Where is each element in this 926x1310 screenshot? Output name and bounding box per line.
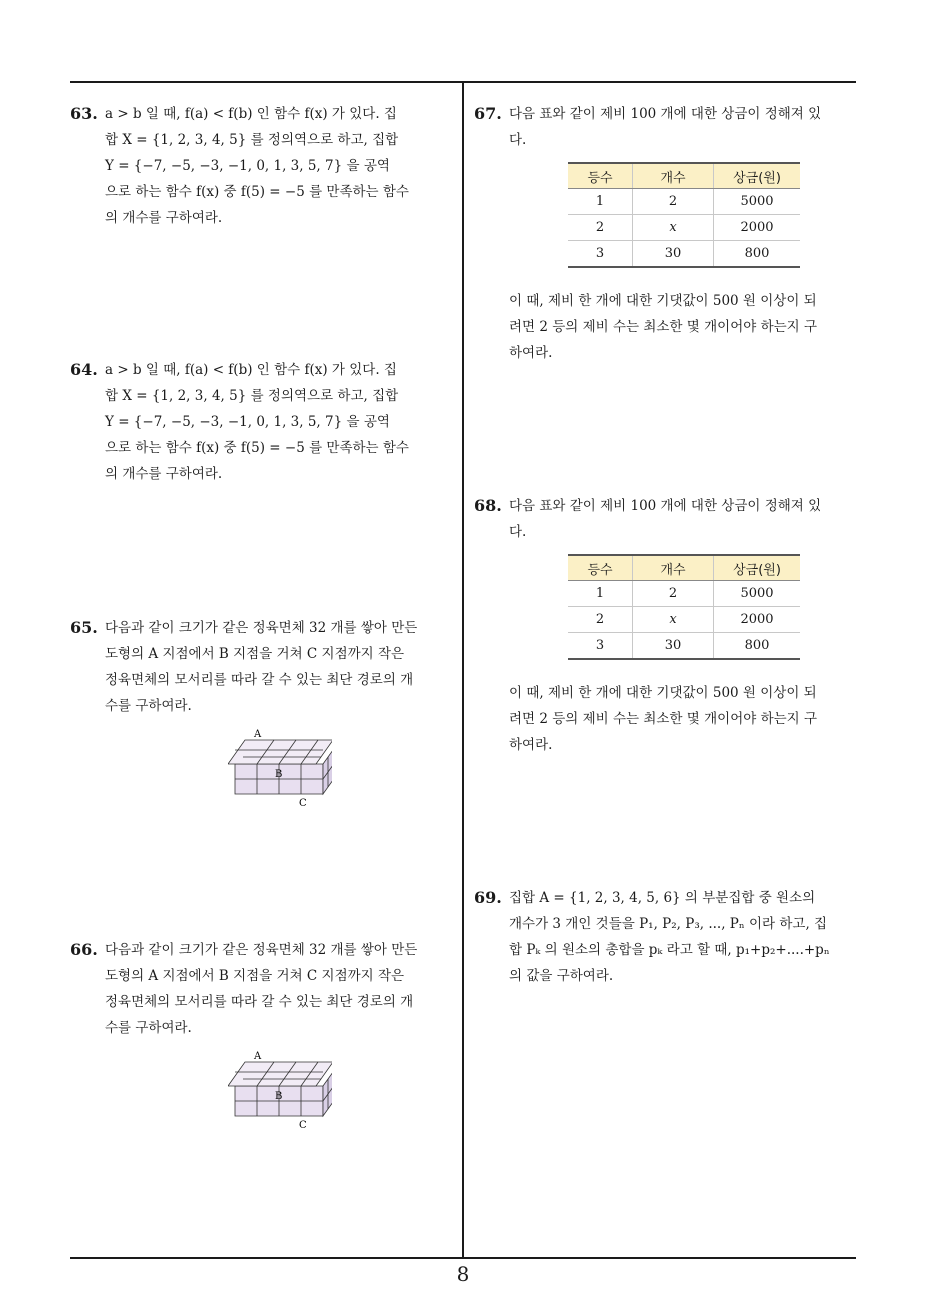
problem-text (105, 937, 456, 1041)
text-line: a > b 일 때, f(a) < f(b) 인 함수 f(x) 가 있다. 집 (105, 106, 397, 122)
text-line: 수를 구하여라. (105, 698, 192, 714)
text-line: a > b 일 때, f(a) < f(b) 인 함수 f(x) 가 있다. 집 (105, 362, 397, 378)
problem-67 (474, 101, 860, 153)
table-cell: 30 (633, 241, 714, 268)
table-cell: 5000 (714, 189, 801, 215)
problem-text (105, 101, 456, 231)
text-line: 으로 하는 함수 f(x) 중 f(5) = −5 를 만족하는 함수 (105, 184, 409, 200)
text-line: 다. (509, 132, 527, 148)
prize-table (568, 554, 800, 660)
problem-69 (474, 885, 860, 989)
table-cell: 1 (568, 189, 633, 215)
problem-number: 69. (474, 888, 502, 907)
table-cell: 2 (568, 607, 633, 633)
text-line: 려면 2 등의 제비 수는 최소한 몇 개이어야 하는지 구 (509, 319, 818, 335)
problem-number: 65. (70, 618, 98, 637)
problem-68 (474, 493, 860, 545)
table-cell: x (633, 607, 714, 633)
table-row (568, 189, 800, 215)
text-line: 이 때, 제비 한 개에 대한 기댓값이 500 원 이상이 되 (509, 685, 817, 701)
table-header: 등수 (568, 555, 633, 581)
table-header: 개수 (633, 163, 714, 189)
problem-65 (70, 615, 456, 719)
table-cell: 800 (714, 633, 801, 660)
figure-label-a: A (254, 1051, 262, 1062)
problem-text (509, 493, 860, 545)
text-line: 의 개수를 구하여라. (105, 466, 223, 482)
table-cell: 2000 (714, 215, 801, 241)
text-line: 합 X = {1, 2, 3, 4, 5} 를 정의역으로 하고, 집합 (105, 132, 399, 148)
problem-63 (70, 101, 456, 231)
text-line: 려면 2 등의 제비 수는 최소한 몇 개이어야 하는지 구 (509, 711, 818, 727)
problem-68-followup (474, 680, 860, 758)
table-cell: 2000 (714, 607, 801, 633)
text-line: 이 때, 제비 한 개에 대한 기댓값이 500 원 이상이 되 (509, 293, 817, 309)
table-cell: 5000 (714, 581, 801, 607)
text-line: 합 X = {1, 2, 3, 4, 5} 를 정의역으로 하고, 집합 (105, 388, 399, 404)
cube-stack-figure (228, 726, 332, 808)
problem-text (105, 357, 456, 487)
table-cell: 800 (714, 241, 801, 268)
text-line: Y = {−7, −5, −3, −1, 0, 1, 3, 5, 7} 을 공역 (105, 158, 390, 174)
table-row (568, 581, 800, 607)
text-line: 다음 표와 같이 제비 100 개에 대한 상금이 정해져 있 (509, 106, 822, 122)
problem-number: 68. (474, 496, 502, 515)
text-line: Y = {−7, −5, −3, −1, 0, 1, 3, 5, 7} 을 공역 (105, 414, 390, 430)
text-line: 개수가 3 개인 것들을 P₁, P₂, P₃, ..., Pₙ 이라 하고, 집 (509, 916, 828, 932)
problem-64 (70, 357, 456, 487)
table-cell: 1 (568, 581, 633, 607)
table-cell: 2 (568, 215, 633, 241)
table-header: 등수 (568, 163, 633, 189)
text-line: 으로 하는 함수 f(x) 중 f(5) = −5 를 만족하는 함수 (105, 440, 409, 456)
table-header: 상금(원) (714, 163, 801, 189)
text-line: 다음과 같이 크기가 같은 정육면체 32 개를 쌓아 만든 (105, 620, 418, 636)
figure-label-b: B (275, 769, 283, 780)
text-line: 다. (509, 524, 527, 540)
table-row (568, 633, 800, 660)
figure-label-c: C (299, 798, 307, 808)
table-header-row (568, 163, 800, 189)
figure-label-c: C (299, 1120, 307, 1130)
table-cell: 3 (568, 241, 633, 268)
table-header: 상금(원) (714, 555, 801, 581)
text-line: 도형의 A 지점에서 B 지점을 거쳐 C 지점까지 작은 (105, 968, 405, 984)
table-cell: 3 (568, 633, 633, 660)
table-row (568, 607, 800, 633)
problem-number: 63. (70, 104, 98, 123)
problem-text (509, 680, 860, 758)
problem-text (105, 615, 456, 719)
text-line: 다음과 같이 크기가 같은 정육면체 32 개를 쌓아 만든 (105, 942, 418, 958)
problem-text (509, 101, 860, 153)
table-cell: 2 (633, 189, 714, 215)
table-header-row (568, 555, 800, 581)
text-line: 집합 A = {1, 2, 3, 4, 5, 6} 의 부분집합 중 원소의 (509, 890, 816, 906)
bottom-rule (70, 1257, 856, 1259)
table-header: 개수 (633, 555, 714, 581)
text-line: 수를 구하여라. (105, 1020, 192, 1036)
cube-stack-figure (228, 1048, 332, 1130)
column-divider (462, 83, 464, 1259)
problem-text (509, 288, 860, 366)
problem-66 (70, 937, 456, 1041)
problem-number: 64. (70, 360, 98, 379)
table-row (568, 215, 800, 241)
text-line: 도형의 A 지점에서 B 지점을 거쳐 C 지점까지 작은 (105, 646, 405, 662)
text-line: 다음 표와 같이 제비 100 개에 대한 상금이 정해져 있 (509, 498, 822, 514)
text-line: 정육면체의 모서리를 따라 갈 수 있는 최단 경로의 개 (105, 994, 414, 1010)
table-cell: 2 (633, 581, 714, 607)
text-line: 정육면체의 모서리를 따라 갈 수 있는 최단 경로의 개 (105, 672, 414, 688)
text-line: 의 개수를 구하여라. (105, 210, 223, 226)
figure-label-b: B (275, 1091, 283, 1102)
problem-67-followup (474, 288, 860, 366)
table-row (568, 241, 800, 268)
problem-number: 66. (70, 940, 98, 959)
problem-number: 67. (474, 104, 502, 123)
text-line: 하여라. (509, 345, 553, 361)
table-cell: 30 (633, 633, 714, 660)
page-number: 8 (456, 1262, 470, 1286)
prize-table (568, 162, 800, 268)
table-cell: x (633, 215, 714, 241)
figure-label-a: A (254, 729, 262, 740)
text-line: 하여라. (509, 737, 553, 753)
problem-text (509, 885, 860, 989)
text-line: 합 Pₖ 의 원소의 총합을 pₖ 라고 할 때, p₁+p₂+....+pₙ (509, 942, 830, 958)
text-line: 의 값을 구하여라. (509, 968, 614, 984)
